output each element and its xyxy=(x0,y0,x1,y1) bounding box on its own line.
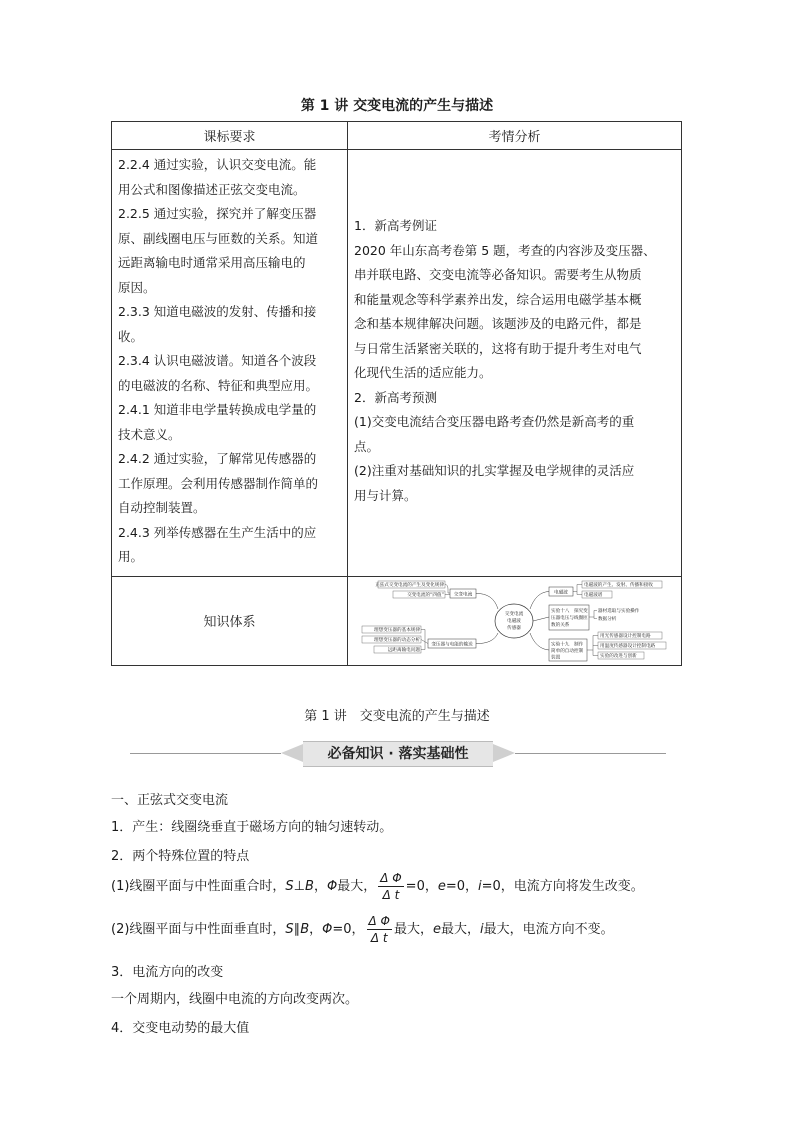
header-curriculum: 课标要求 xyxy=(112,122,348,150)
analysis-line: 2020 年山东高考卷第 5 题，考查的内容涉及变压器、 xyxy=(354,242,656,258)
knowledge-diagram xyxy=(348,577,681,665)
curriculum-line: 原因。 xyxy=(118,279,156,295)
diagram-exp19-line-3: 装置 xyxy=(551,655,561,660)
paragraph-coincide: (1)线圈平面与中性面重合时，S⊥B，Φ最大， $\frac{\text{Δ Φ}}{\text{Δ t}}$ =0，e=0，i=0，电流方向将发生改变。 xyxy=(111,871,644,902)
diagram-exp19-line-1: 实验十九 制作 xyxy=(551,642,584,647)
text-direction-change: 一个周期内，线圈中电流的方向改变两次。 xyxy=(111,992,359,1007)
item-max-emf: 4．交变电动势的最大值 xyxy=(111,1021,250,1036)
analysis-line: 念和基本规律解决问题。该题涉及的电路元件，都是 xyxy=(354,316,642,331)
requirements-table xyxy=(111,121,682,666)
curriculum-line: 原、副线圈电压与匝数的关系。知道 xyxy=(118,230,319,246)
fraction-dphi-dt-2: $\frac{\text{Δ Φ}}{\text{Δ t}}$ xyxy=(368,914,390,945)
curriculum-text xyxy=(112,150,347,576)
analysis-line: 2．新高考预测 xyxy=(354,389,437,405)
knowledge-diagram-cell xyxy=(348,576,682,665)
analysis-line: 串并联电路、交变电流等必备知识。需要考生从物质 xyxy=(354,267,642,282)
curriculum-line: 2.4.3 列举传感器在生产生活中的应 xyxy=(118,524,317,540)
heading-sine-ac: 一、正弦式交变电流 xyxy=(111,793,229,808)
curriculum-line: 2.2.5 通过实验，探究并了解变压器 xyxy=(118,206,317,221)
curriculum-line: 2.4.1 知道非电学量转换成电学量的 xyxy=(118,402,317,417)
diagram-tr-item-3: 远距离输电问题 xyxy=(387,647,420,653)
knowledge-label: 知识体系 xyxy=(112,576,348,665)
analysis-line: 与日常生活紧密关联的，这将有助于提升考生对电气 xyxy=(354,340,642,356)
banner-line-left xyxy=(130,753,281,754)
banner-arrow-right-icon xyxy=(493,744,515,762)
analysis-text xyxy=(348,150,681,514)
analysis-line: 化现代生活的适应能力。 xyxy=(354,365,492,380)
item-generation: 1．产生：线圈绕垂直于磁场方向的轴匀速转动。 xyxy=(111,820,393,835)
diagram-box-em-wave-label: 电磁波 xyxy=(554,589,568,595)
diagram-exp18-item-1: 器材选取与实验操作 xyxy=(598,608,640,614)
curriculum-line: 用。 xyxy=(118,549,144,564)
diagram-em-item-2: 电磁波谱 xyxy=(584,592,603,598)
curriculum-line: 自动控制装置。 xyxy=(118,500,206,515)
diagram-tr-item-2: 理想变压器的动态分析 xyxy=(374,637,420,643)
diagram-exp18-line-3: 数的关系 xyxy=(551,622,570,628)
curriculum-line: 的电磁波的名称、特征和典型应用。 xyxy=(118,377,319,393)
analysis-line: 1．新高考例证 xyxy=(354,218,437,233)
curriculum-line: 2.3.3 知道电磁波的发射、传播和接 xyxy=(118,304,317,319)
curriculum-line: 用公式和图像描述正弦交变电流。 xyxy=(118,181,306,197)
diagram-em-item-1: 电磁波的产生、发射、传播和接收 xyxy=(584,582,653,588)
curriculum-line: 技术意义。 xyxy=(118,426,181,442)
section-banner xyxy=(130,741,666,767)
curriculum-line: 远距离输电时通常采用高压输电的 xyxy=(118,255,306,270)
diagram-box-ac-label: 交变电流 xyxy=(453,591,473,597)
item-two-positions: 2．两个特殊位置的特点 xyxy=(111,849,250,864)
diagram-exp19-item-2: 用温度传感器设计控制电路 xyxy=(600,643,656,649)
banner-label: 必备知识 · 落实基础性 xyxy=(303,741,493,767)
diagram-tr-item-1: 理想变压器的基本规律 xyxy=(374,627,420,633)
analysis-line: 用与计算。 xyxy=(354,487,417,503)
diagram-ac-item-2: 交变电流的“四值” xyxy=(407,592,444,598)
analysis-line: 和能量观念等科学素养出发，综合运用电磁学基本概 xyxy=(354,291,642,307)
page-title: 第 1 讲 交变电流的产生与描述 xyxy=(300,98,494,114)
diagram-exp18-line-1: 实验十八 探究变 xyxy=(551,608,588,614)
section-subtitle: 第 1 讲 交变电流的产生与描述 xyxy=(304,709,490,724)
diagram-exp18-line-2: 压器电压与线圈匝 xyxy=(551,615,588,621)
diagram-exp18-item-2: 数据分析 xyxy=(598,616,617,622)
diagram-exp19-item-3: 实验的改进与创新 xyxy=(600,653,637,659)
curriculum-line: 收。 xyxy=(118,328,144,344)
curriculum-line: 2.3.4 认识电磁波谱。知道各个波段 xyxy=(118,353,317,368)
paragraph-perpendicular: (2)线圈平面与中性面垂直时，S∥B，Φ=0， $\frac{\text{Δ Φ}}{\text{Δ t}}$ 最大，e最大，i最大，电流方向不变。 xyxy=(111,914,614,945)
curriculum-line: 工作原理。会利用传感器制作简单的 xyxy=(118,475,319,491)
banner-line-right xyxy=(515,753,666,754)
item-direction-change: 3．电流方向的改变 xyxy=(111,965,224,980)
diagram-center-line-1: 交变电流 xyxy=(504,611,524,617)
banner-arrow-left-icon xyxy=(281,744,303,762)
diagram-center-line-3: 传感器 xyxy=(507,625,521,631)
analysis-cell xyxy=(348,150,682,577)
diagram-center-line-2: 电磁波 xyxy=(507,618,521,624)
diagram-exp19-line-2: 简单的自动控制 xyxy=(551,648,584,654)
header-analysis: 考情分析 xyxy=(348,122,682,150)
curriculum-cell xyxy=(112,150,348,577)
curriculum-line: 2.4.2 通过实验，了解常见传感器的 xyxy=(118,451,317,466)
diagram-ac-item-1: 正弦式交变电流的产生及变化规律 xyxy=(375,582,444,588)
analysis-line: 点。 xyxy=(354,438,380,454)
diagram-box-transformer-label: 变压器与电能的输送 xyxy=(431,641,473,647)
curriculum-line: 2.2.4 通过实验，认识交变电流。能 xyxy=(118,157,317,172)
diagram-exp19-item-1: 用光传感器设计控制电路 xyxy=(600,633,651,639)
analysis-line: (1)交变电流结合变压器电路考查仍然是新高考的重 xyxy=(354,414,635,429)
analysis-line: (2)注重对基础知识的扎实掌握及电学规律的灵活应 xyxy=(354,463,635,478)
fraction-dphi-dt: $\frac{\text{Δ Φ}}{\text{Δ t}}$ xyxy=(380,871,402,902)
